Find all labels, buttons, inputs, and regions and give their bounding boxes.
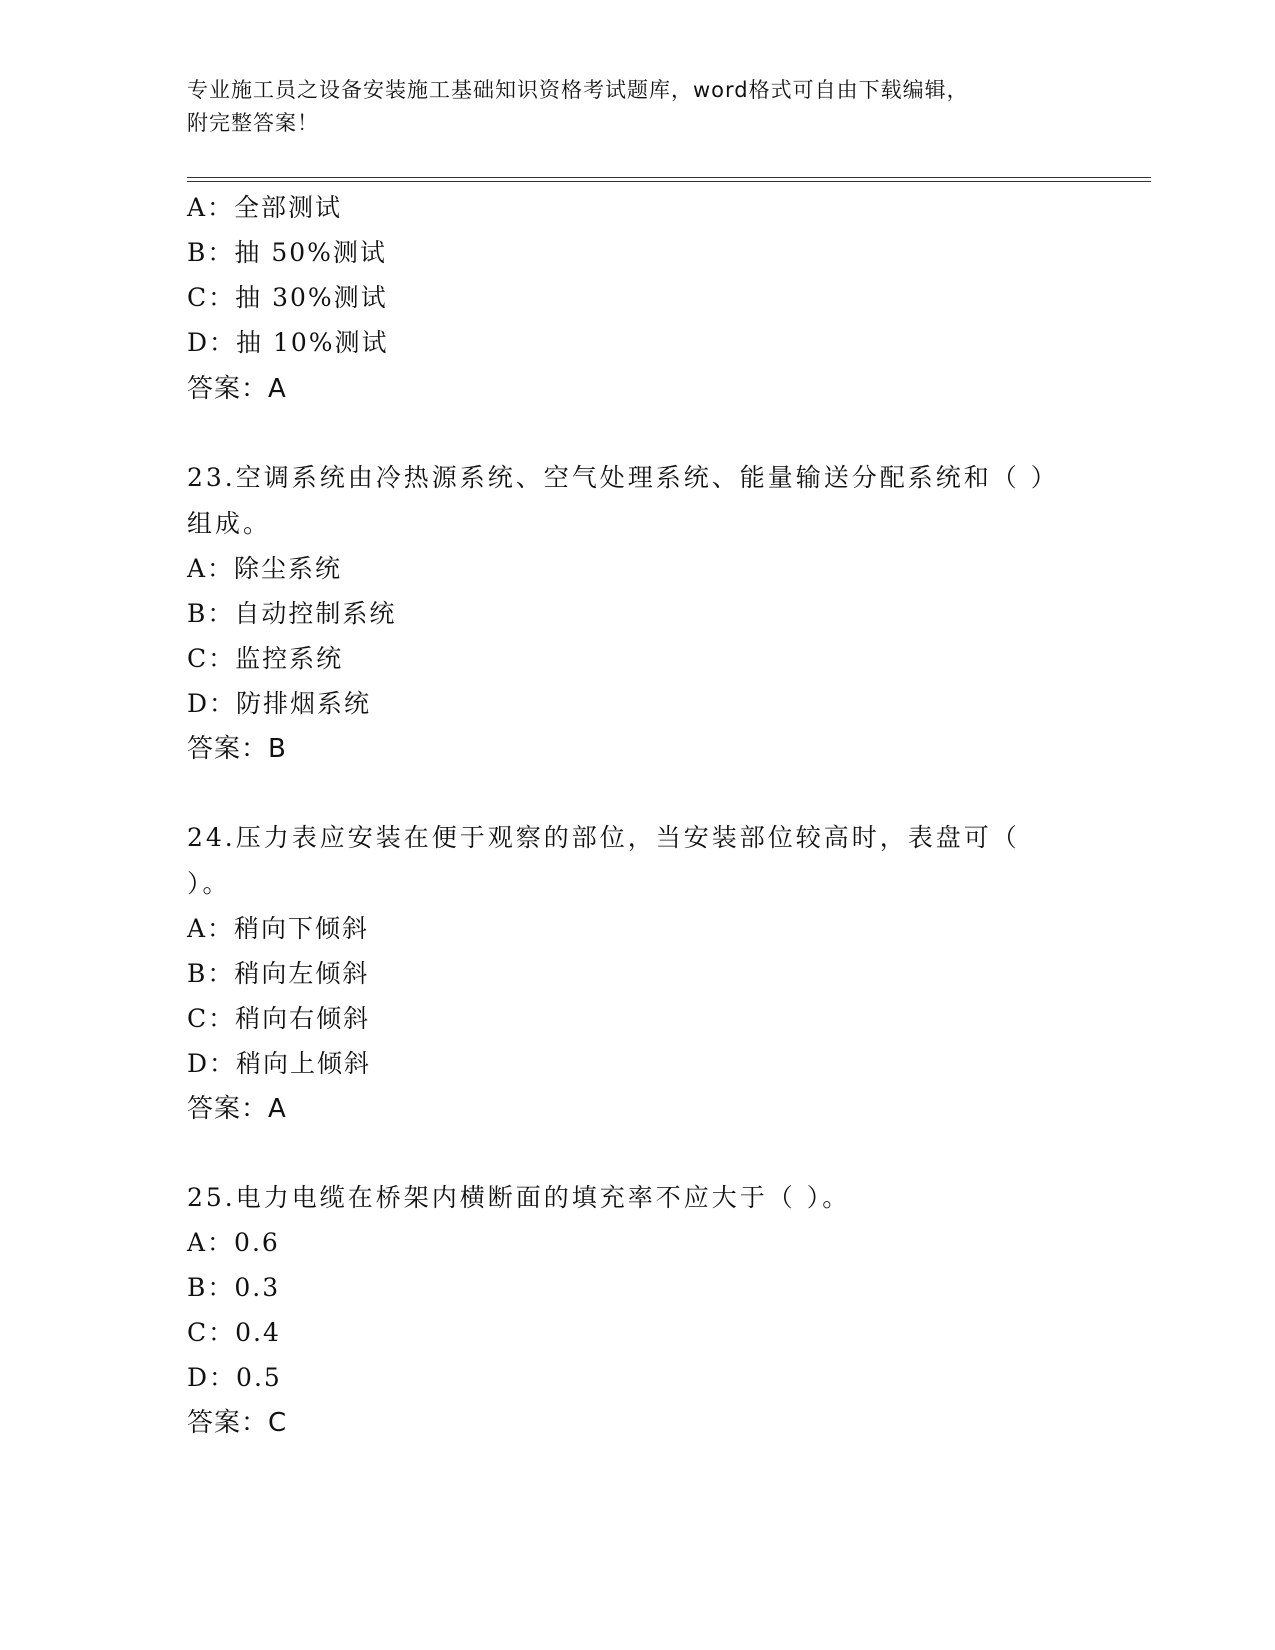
q25-option-b: B：0.3 [187,1273,281,1302]
q25-option-a: A：0.6 [187,1228,280,1257]
q23-question: 23.空调系统由冷热源系统、空气处理系统、能量输送分配系统和（ ）组成。 [187,463,1047,538]
q24-answer: 答案：A [187,1094,287,1124]
q23-option-c: C：监控系统 [187,644,344,673]
q24-option-c: C：稍向右倾斜 [187,1004,371,1033]
header-title-line-1: 专业施工员之设备安装施工基础知识资格考试题库，word格式可自由下载编辑， [187,78,969,102]
q23-option-a: A：除尘系统 [187,554,343,583]
q24-question: 24.压力表应安装在便于观察的部位，当安装部位较高时，表盘可（ ）。 [187,823,1020,898]
q23-answer: 答案：B [187,734,287,764]
q23-option-b: B：自动控制系统 [187,599,397,628]
document-header [187,74,1067,140]
q22-answer: 答案：A [187,374,287,404]
q22-option-c: C：抽 30%测试 [187,283,388,312]
q25-option-c: C：0.4 [187,1318,281,1347]
q25-answer: 答案：C [187,1408,288,1438]
header-title-line-2: 附完整答案！ [187,111,319,135]
header-divider-top [187,177,1151,178]
q25-option-d: D：0.5 [187,1363,282,1392]
q24-option-b: B：稍向左倾斜 [187,959,370,988]
q24-option-d: D：稍向上倾斜 [187,1049,372,1078]
q23-option-d: D：防排烟系统 [187,689,372,718]
header-divider-bottom [187,181,1151,182]
q25-question: 25.电力电缆在桥架内横断面的填充率不应大于（ ）。 [187,1183,851,1212]
q22-option-a: A：全部测试 [187,193,343,222]
q24-option-a: A：稍向下倾斜 [187,914,370,943]
q22-option-d: D：抽 10%测试 [187,328,389,357]
q22-option-b: B：抽 50%测试 [187,238,387,267]
